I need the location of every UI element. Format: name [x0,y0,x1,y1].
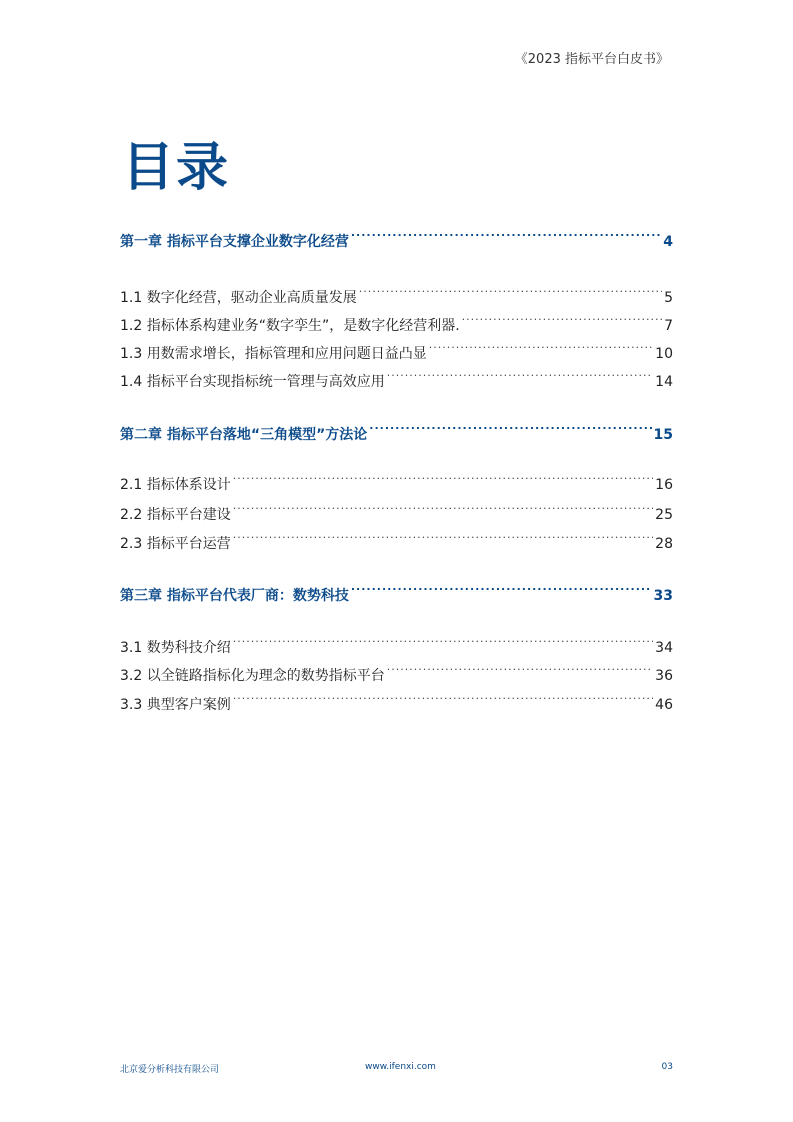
toc-entry-page: 28 [655,536,673,552]
toc-leader-dots [351,580,652,600]
toc-section-1-1[interactable] [120,282,673,306]
footer-page-number: 03 [661,1062,673,1072]
toc-leader-dots [233,689,653,709]
toc-entry-page: 7 [664,318,673,334]
toc-entry-page: 5 [664,290,673,306]
toc-leader-dots [462,310,662,330]
toc-entry-label: 第一章 指标平台支撑企业数字化经营 [120,234,349,250]
toc-entry-label: 2.1 指标体系设计 [120,477,231,493]
toc-entry-label: 1.1 数字化经营，驱动企业高质量发展 [120,290,357,306]
toc-section-2-2[interactable] [120,499,673,523]
toc-section-1-4[interactable] [120,366,673,390]
toc-leader-dots [387,366,653,386]
toc-title: 目录 [122,138,231,198]
toc-entry-label: 3.3 典型客户案例 [120,697,231,713]
toc-entry-page: 25 [655,507,673,523]
toc-entry-page: 46 [655,697,673,713]
toc-section-3-1[interactable] [120,632,673,656]
toc-entry-page: 15 [653,427,673,443]
toc-leader-dots [233,469,653,489]
toc-entry-label: 2.3 指标平台运营 [120,536,231,552]
toc-leader-dots [387,660,653,680]
toc-section-1-3[interactable] [120,338,673,362]
toc-entry-label: 2.2 指标平台建设 [120,507,231,523]
toc-entry-page: 36 [655,668,673,684]
toc-entry-page: 14 [655,374,673,390]
toc-entry-label: 第三章 指标平台代表厂商：数势科技 [120,588,349,604]
toc-entry-page: 16 [655,477,673,493]
toc-leader-dots [369,419,651,439]
toc-entry-page: 4 [663,234,673,250]
toc-chapter-2[interactable] [120,419,673,443]
toc-entry-label: 1.3 用数需求增长，指标管理和应用问题日益凸显 [120,346,427,362]
toc-entry-page: 10 [655,346,673,362]
toc-section-3-3[interactable] [120,689,673,713]
toc-section-2-3[interactable] [120,528,673,552]
toc-entry-label: 3.1 数势科技介绍 [120,640,231,656]
toc-entry-label: 第二章 指标平台落地“三角模型”方法论 [120,427,368,443]
toc-section-1-2[interactable] [120,310,673,334]
toc-section-2-1[interactable] [120,469,673,493]
toc-chapter-1[interactable] [120,226,673,250]
document-header-title: 《2023 指标平台白皮书》 [514,52,669,67]
toc-leader-dots [233,499,653,519]
footer-website-link[interactable]: www.ifenxi.com [365,1062,436,1072]
footer-company-name: 北京爱分析科技有限公司 [120,1065,220,1075]
toc-entry-label: 1.4 指标平台实现指标统一管理与高效应用 [120,374,385,390]
toc-leader-dots [233,632,653,652]
toc-leader-dots [351,226,661,246]
toc-leader-dots [429,338,653,358]
toc-entry-page: 33 [653,588,673,604]
toc-chapter-3[interactable] [120,580,673,604]
toc-entry-label: 3.2 以全链路指标化为理念的数势指标平台 [120,668,385,684]
toc-entry-page: 34 [655,640,673,656]
toc-entry-label: 1.2 指标体系构建业务“数字孪生”，是数字化经营利器. [120,318,460,334]
toc-section-3-2[interactable] [120,660,673,684]
toc-leader-dots [233,528,653,548]
toc-leader-dots [359,282,662,302]
